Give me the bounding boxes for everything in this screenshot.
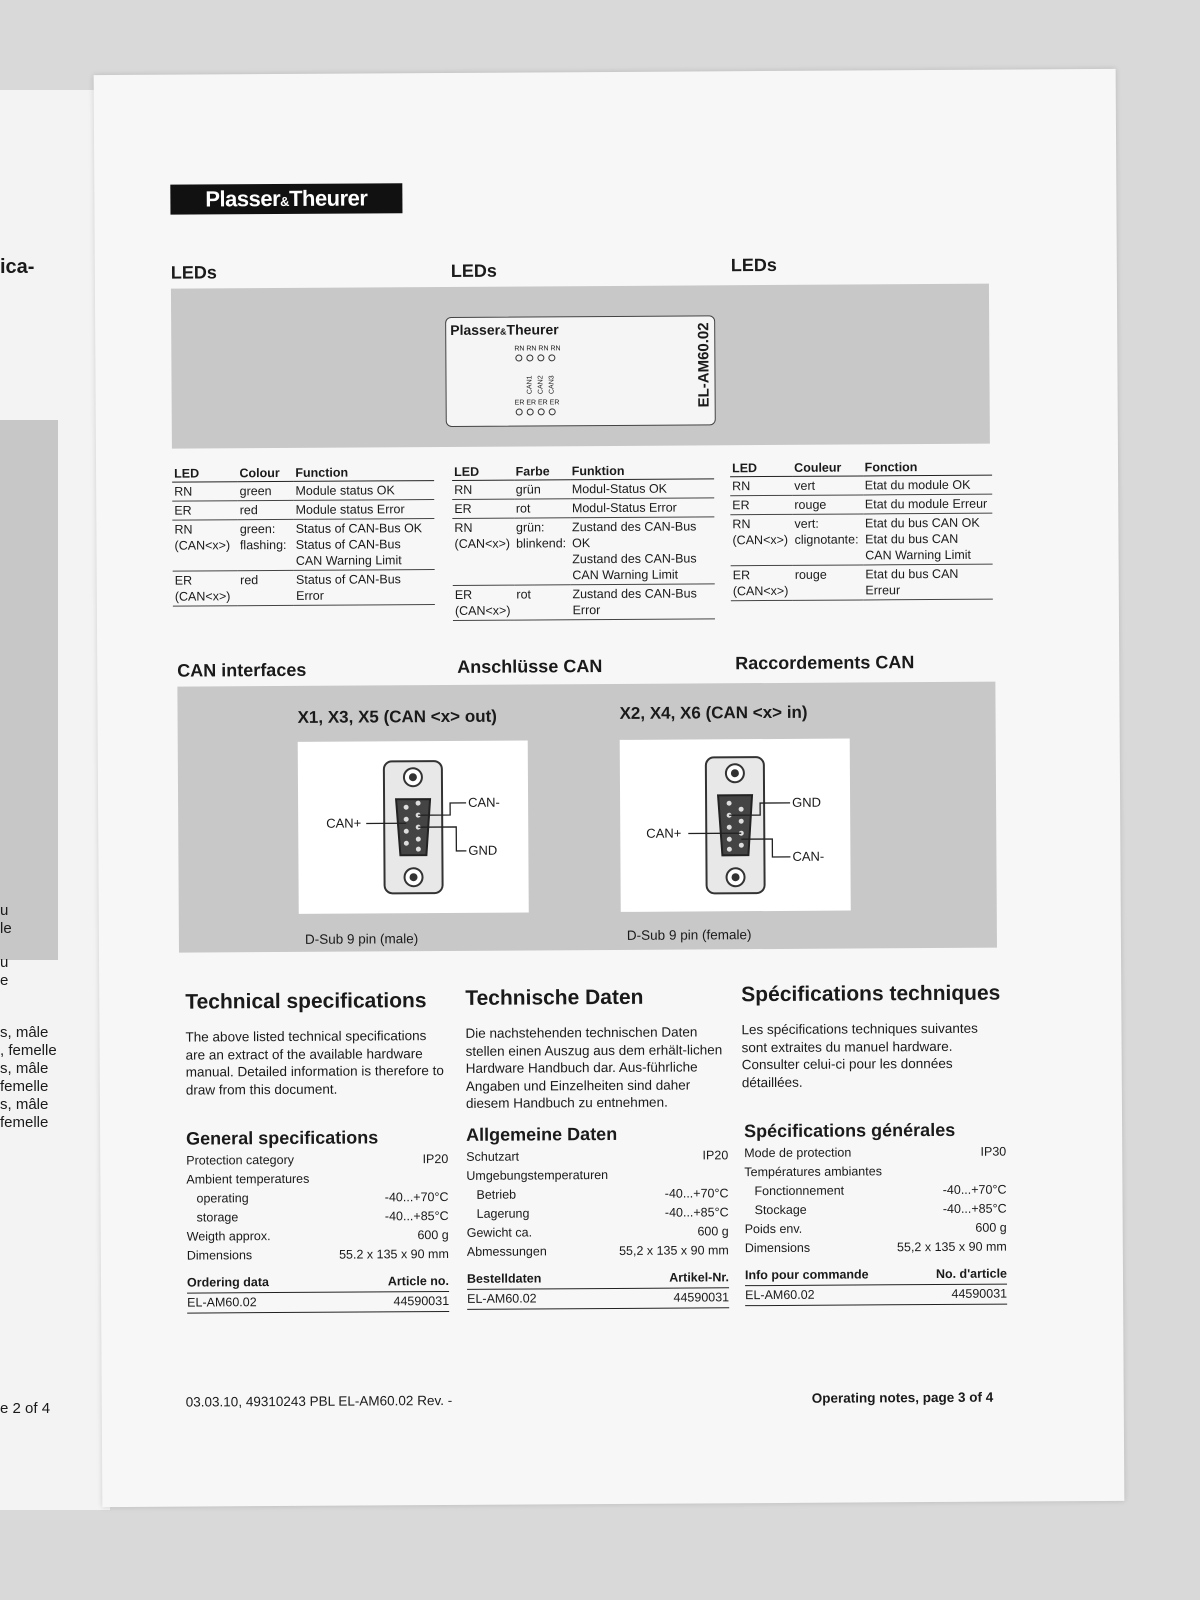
back-page-gray-panel — [0, 420, 58, 960]
led-table-cell: Etat du bus CAN OK Etat du bus CAN CAN Warning Limit — [863, 513, 993, 565]
led-table-cell: Etat du module Erreur — [863, 494, 993, 514]
spec-row — [187, 1207, 449, 1228]
pin-label-bottom: CAN- — [792, 848, 825, 864]
port-out-title: X1, X3, X5 (CAN <x> out) — [297, 706, 497, 727]
ordering-header — [187, 1272, 449, 1294]
ordering-row — [187, 1292, 449, 1314]
led-table-cell: rouge — [792, 495, 863, 514]
rn-led-labels: RN RN RN RN — [514, 345, 561, 353]
document-footer-left: 03.03.10, 49310243 PBL EL-AM60.02 Rev. - — [185, 1392, 453, 1410]
er-led-indicator — [549, 408, 556, 415]
can-heading-fr: Raccordements CAN — [735, 652, 915, 674]
ordering-item: EL-AM60.02 — [745, 1287, 815, 1303]
leds-heading-de: LEDs — [450, 260, 497, 281]
tech-spec-paragraph-en: The above listed technical specifications are an extract of the available hardware manual. Detailed information is therefore to draw from this document. — [185, 1028, 444, 1098]
ordering-article-number: 44590031 — [393, 1293, 450, 1309]
leds-heading-fr: LEDs — [730, 254, 777, 276]
spec-row — [466, 1184, 728, 1205]
led-table-cell: Etat du module OK — [863, 475, 993, 495]
spec-value: 600 g — [417, 1227, 449, 1243]
led-table-cell: grün: blinkend: — [514, 518, 570, 585]
spec-row — [466, 1146, 728, 1167]
can-channel-labels: CAN1 CAN2 CAN3 — [526, 375, 556, 395]
led-table-cell: rot — [514, 585, 570, 620]
led-table-row — [730, 475, 992, 496]
rn-led-indicator — [548, 354, 555, 361]
ordering-row — [745, 1285, 1007, 1307]
led-table-cell: green — [238, 481, 294, 500]
module-logo: Plasser&Theurer — [450, 321, 559, 338]
pin-label-top: CAN- — [468, 794, 500, 810]
dsub-female-diagram — [620, 739, 851, 912]
led-table-cell: green: flashing: — [238, 519, 294, 570]
pin-label-left: CAN+ — [326, 815, 362, 831]
spec-label: storage — [196, 1210, 239, 1225]
led-table-cell: RN — [730, 476, 792, 495]
back-page-line: femelle — [0, 1078, 49, 1095]
general-spec-heading: Allgemeine Daten — [466, 1123, 618, 1145]
general-spec-heading: General specifications — [186, 1127, 379, 1149]
er-led-labels: ER ER ER ER — [514, 399, 560, 407]
er-led-indicator — [538, 408, 545, 415]
led-table-cell: Zustand des CAN-Bus OK Zustand des CAN-Bus CAN Warning Limit — [570, 517, 715, 585]
pin-label-bottom: GND — [468, 842, 498, 858]
led-table-cell: Modul-Status OK — [570, 479, 714, 499]
led-table-header: Colour — [237, 466, 293, 482]
led-table-header-row — [172, 465, 434, 482]
spec-label: Ambient temperatures — [186, 1171, 310, 1187]
led-table-row — [452, 479, 714, 500]
back-page-line: s, mâle — [0, 1060, 49, 1077]
ordering-row — [467, 1288, 729, 1310]
spec-value: -40...+85°C — [942, 1201, 1007, 1216]
led-table-fr — [730, 460, 993, 602]
ordering-item: EL-AM60.02 — [467, 1291, 537, 1306]
ordering-label: Bestelldaten — [466, 1271, 542, 1286]
led-table-header: LED — [172, 466, 238, 482]
tech-spec-heading-fr: Spécifications techniques — [741, 981, 1001, 1007]
led-table-row — [172, 519, 434, 572]
spec-row — [744, 1143, 1006, 1164]
general-spec-heading: Spécifications générales — [744, 1119, 956, 1142]
spec-row — [744, 1162, 1006, 1183]
led-table-de — [452, 463, 715, 621]
spec-value: 600 g — [975, 1220, 1007, 1235]
tech-spec-paragraph-de: Die nachstehenden technischen Daten stellen einen Auszug aus dem erhält-lichen Hardware Handbuch dar. Aus-führliche Angaben und Einzelheiten sind daher diesem Handbuch zu entnehmen. — [465, 1024, 723, 1111]
led-table-header: LED — [452, 465, 514, 481]
led-table-cell: Modul-Status Error — [570, 498, 714, 518]
tech-spec-heading-en: Technical specifications — [185, 989, 427, 1014]
led-table-header: LED — [730, 461, 792, 477]
spec-value: IP20 — [702, 1148, 729, 1163]
spec-value: -40...+70°C — [664, 1186, 729, 1201]
back-page-line: e — [0, 972, 9, 989]
led-table-row — [453, 584, 715, 621]
led-table-header: Fonction — [863, 460, 992, 476]
led-table-row — [730, 494, 992, 515]
spec-label: Abmessungen — [466, 1244, 547, 1259]
spec-label: Mode de protection — [744, 1145, 852, 1161]
led-table-cell: Module status Error — [294, 500, 435, 520]
spec-row — [467, 1203, 729, 1224]
general-spec-block-en — [186, 1127, 449, 1314]
pin-label-top: GND — [792, 794, 822, 810]
spec-row — [745, 1238, 1007, 1259]
spec-value: -40...+70°C — [942, 1182, 1007, 1197]
led-table-cell: ER — [452, 499, 514, 518]
spec-label: Gewicht ca. — [466, 1225, 533, 1240]
ordering-item: EL-AM60.02 — [187, 1295, 257, 1310]
led-table-cell: rot — [514, 499, 570, 518]
led-table-header: Farbe — [514, 464, 570, 480]
back-page-line: , femelle — [0, 1042, 57, 1059]
company-logo: Plasser&Theurer — [170, 183, 402, 214]
spec-label: Lagerung — [476, 1206, 530, 1221]
module-front-diagram — [445, 315, 716, 427]
led-table-cell: RN (CAN<x>) — [730, 514, 792, 565]
led-table-cell: vert: clignotante: — [792, 514, 863, 565]
spec-label: Dimensions — [744, 1240, 811, 1256]
led-table-row — [730, 513, 992, 566]
dsub-male-diagram — [298, 740, 529, 913]
led-table-cell: ER (CAN<x>) — [453, 585, 515, 620]
spec-value: -40...+85°C — [664, 1205, 729, 1220]
spec-label: Dimensions — [186, 1248, 253, 1263]
ordering-header — [745, 1265, 1007, 1287]
back-page-heading-fragment: ica- — [0, 256, 35, 278]
led-table-header: Function — [293, 465, 434, 481]
ordering-label: Ordering data — [186, 1275, 270, 1290]
led-table-cell: RN — [452, 480, 514, 499]
led-table-header: Couleur — [792, 460, 863, 476]
spec-label: operating — [196, 1191, 249, 1206]
spec-label: Stockage — [754, 1202, 807, 1218]
ordering-article-number: 44590031 — [951, 1286, 1008, 1301]
spec-value: 55.2 x 135 x 90 mm — [339, 1246, 449, 1262]
previous-page-fragment — [0, 90, 110, 1510]
spec-value: 55,2 x 135 x 90 mm — [896, 1239, 1007, 1255]
led-table-row — [452, 498, 714, 519]
rn-led-indicator — [515, 355, 522, 362]
back-page-line: s, mâle — [0, 1096, 49, 1113]
article-number-header: Artikel-Nr. — [669, 1270, 730, 1285]
led-table-cell: RN (CAN<x>) — [172, 520, 238, 571]
led-table-header-row — [452, 463, 714, 480]
spec-row — [187, 1245, 449, 1266]
rn-led-indicator — [526, 354, 533, 361]
document-page — [94, 69, 1125, 1507]
spec-label: Betrieb — [476, 1187, 517, 1202]
general-spec-block-de — [466, 1123, 729, 1310]
ordering-header — [467, 1268, 729, 1290]
led-table-cell: Etat du bus CAN Erreur — [863, 564, 993, 600]
led-table-cell: Module status OK — [293, 481, 434, 501]
led-table-cell: Zustand des CAN-Bus Error — [570, 584, 715, 620]
spec-row — [466, 1165, 728, 1186]
rn-led-indicator — [537, 354, 544, 361]
led-table-cell: ER (CAN<x>) — [731, 565, 793, 600]
back-page-footer: e 2 of 4 — [0, 1400, 51, 1417]
can-heading-en: CAN interfaces — [177, 659, 307, 681]
spec-label: Weigth approx. — [186, 1229, 271, 1244]
led-table-en — [172, 465, 435, 607]
led-table-cell: Status of CAN-Bus Error — [294, 570, 435, 606]
led-table-cell: ER — [172, 501, 238, 520]
led-table-row — [452, 517, 714, 586]
led-table-cell: rouge — [793, 565, 864, 600]
tech-spec-heading-de: Technische Daten — [465, 985, 644, 1010]
spec-row — [745, 1219, 1007, 1240]
spec-value: IP30 — [980, 1144, 1007, 1159]
can-heading-de: Anschlüsse CAN — [457, 656, 603, 677]
led-table-header: Funktion — [570, 463, 714, 479]
led-table-cell: RN (CAN<x>) — [452, 518, 514, 585]
spec-row — [467, 1241, 729, 1262]
ordering-label: Info pour commande — [744, 1267, 869, 1283]
back-page-line: s, mâle — [0, 1024, 49, 1041]
led-table-row — [731, 564, 993, 601]
led-table-cell: red — [238, 570, 294, 605]
spec-value: -40...+70°C — [384, 1189, 449, 1205]
spec-value: 600 g — [697, 1224, 729, 1239]
spec-value: IP20 — [422, 1151, 449, 1167]
spec-label: Umgebungstemperaturen — [466, 1168, 609, 1183]
spec-row — [744, 1181, 1006, 1202]
led-table-cell: red — [238, 500, 294, 519]
er-led-indicator — [527, 408, 534, 415]
spec-row — [187, 1226, 449, 1247]
spec-row — [745, 1200, 1007, 1221]
back-page-line: u — [0, 954, 9, 971]
led-table-row — [173, 570, 435, 607]
pin-label-left: CAN+ — [646, 825, 682, 841]
spec-label: Protection category — [186, 1152, 295, 1168]
spec-row — [186, 1169, 448, 1190]
back-page-line: femelle — [0, 1114, 49, 1131]
general-spec-block-fr — [744, 1120, 1007, 1307]
led-table-cell: ER (CAN<x>) — [173, 571, 239, 606]
back-page-line: u — [0, 902, 9, 919]
led-table-row — [172, 500, 434, 521]
port-out-caption: D-Sub 9 pin (male) — [304, 931, 419, 947]
led-table-cell: ER — [730, 495, 792, 514]
spec-value: 55,2 x 135 x 90 mm — [619, 1243, 729, 1258]
document-footer-right: Operating notes, page 3 of 4 — [811, 1389, 994, 1406]
led-table-row — [172, 481, 434, 502]
ordering-article-number: 44590031 — [673, 1290, 730, 1305]
article-number-header: No. d'article — [935, 1266, 1008, 1282]
spec-row — [186, 1188, 448, 1209]
back-page-line: le — [0, 920, 12, 937]
module-model-label: EL-AM60.02 — [695, 322, 713, 408]
leds-heading-en: LEDs — [170, 262, 217, 283]
port-in-caption: D-Sub 9 pin (female) — [626, 927, 752, 943]
er-led-indicator — [516, 409, 523, 416]
article-number-header: Article no. — [387, 1273, 450, 1289]
spec-label: Fonctionnement — [754, 1183, 845, 1199]
led-table-cell: grün — [514, 480, 570, 499]
tech-spec-paragraph-fr: Les spécifications techniques suivantes sont extraites du manuel hardware. Consulter celui-ci pour les données détaillées. — [741, 1020, 978, 1090]
led-table-cell: vert — [792, 476, 863, 495]
led-table-cell: RN — [172, 482, 238, 501]
spec-label: Poids env. — [744, 1221, 803, 1237]
port-in-title: X2, X4, X6 (CAN <x> in) — [619, 702, 808, 723]
spec-value: -40...+85°C — [384, 1208, 449, 1224]
led-table-header-row — [730, 460, 992, 477]
spec-row — [467, 1222, 729, 1243]
spec-row — [186, 1150, 448, 1171]
spec-label: Températures ambiantes — [744, 1164, 882, 1180]
spec-label: Schutzart — [466, 1149, 520, 1164]
led-table-cell: Status of CAN-Bus OK Status of CAN-Bus CAN Warning Limit — [294, 519, 435, 571]
